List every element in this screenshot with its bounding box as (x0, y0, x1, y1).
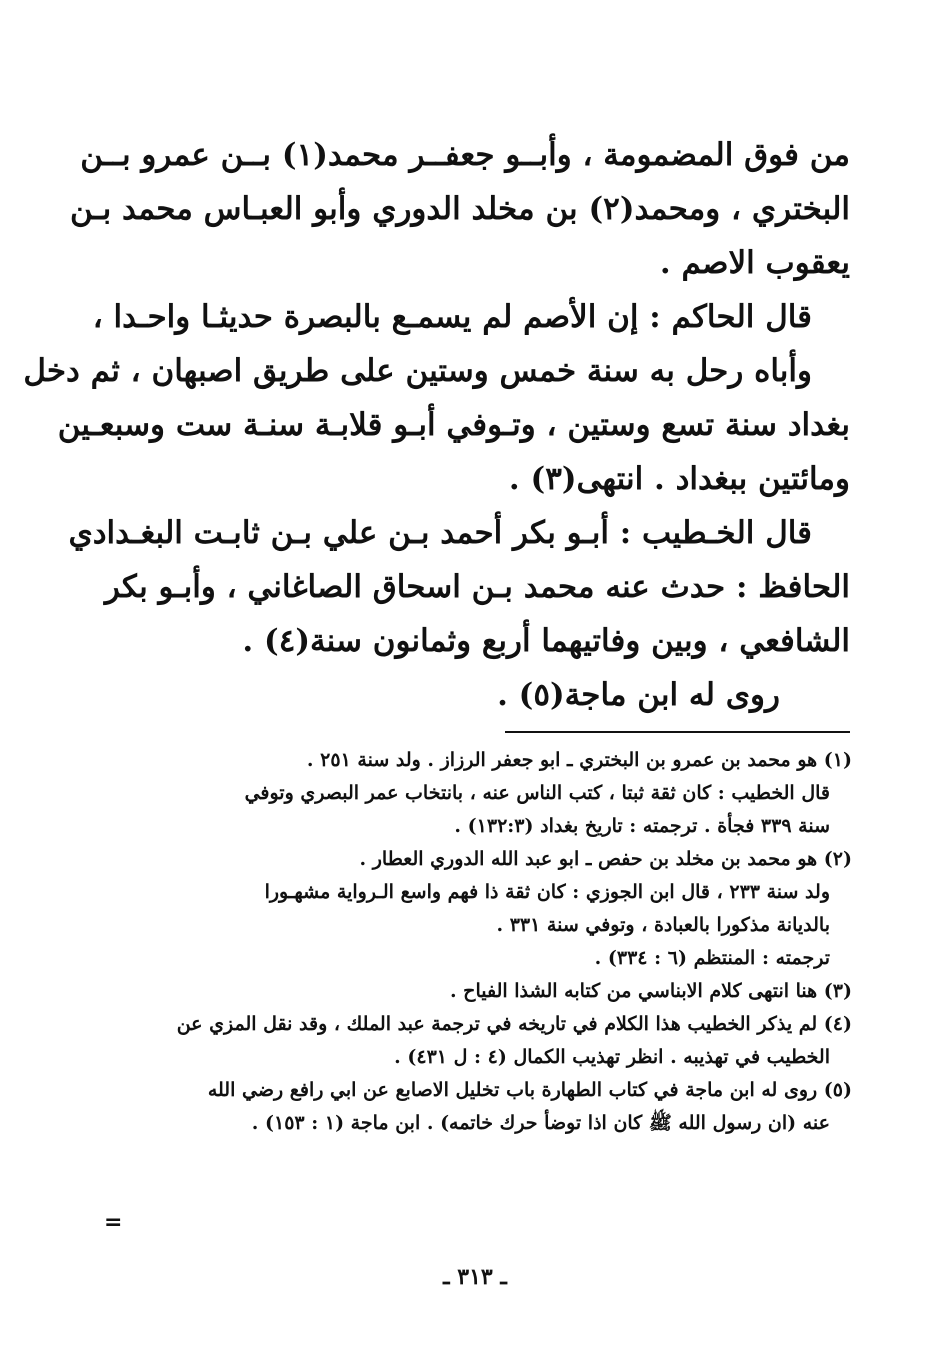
footnote-line: بالديانة مذكورا بالعبادة ، وتوفي سنة ٣٣١ . (496, 914, 830, 936)
footnote-line: الخطيب في تهذيبه . انظر تهذيب الكمال (٤ : ل ٤٣١) . (394, 1046, 830, 1068)
footnote-line: (٢) هو محمد بن مخلد بن حفص ـ ابو عبد الله الدوري العطار . (359, 848, 852, 870)
footnotes (148, 744, 852, 1140)
main-text-line: وأباه رحل به سنة خمس وستين على طريق اصبهان ، ثم دخل (23, 353, 812, 389)
footnote-line: (٤) لم يذكر الخطيب هذا الكلام في تاريخه في ترجمة عبد الملك ، وقد نقل المزي عن (176, 1013, 852, 1035)
main-text-line: البختري ، ومحمد(٢) بن مخلد الدوري وأبو العبـاس محمد بـن (69, 191, 850, 227)
footnote-line: سنة ٣٣٩ فجأة . ترجمته : تاريخ بغداد (١٣٢:٣) . (454, 815, 830, 837)
main-text-line: الشافعي ، وبين وفاتيهما أربع وثمانون سنة(٤) . (242, 623, 850, 659)
footnote-line: قال الخطيب : كان ثقة ثبتا ، كتب الناس عنه ، بانتخاب عمر البصري وتوفي (244, 782, 830, 804)
main-text-line: من فوق المضمومة ، وأبــو جعفــر محمد(١) بــن عمرو بــن (80, 137, 850, 173)
footnote-line: (١) هو محمد بن عمرو بن البختري ـ ابو جعفر الرزاز . ولد سنة ٢٥١ . (306, 749, 852, 771)
page-number: ـ ٣١٣ ـ (443, 1264, 507, 1290)
main-text-line: بغداد سنة تسع وستين ، وتـوفي أبـو قلابـة سنـة ست وسبعـين (57, 407, 850, 443)
main-text-line: قال الخـطيب : أبـو بكر أحمد بـن علي بـن ثابـت البغـدادي (68, 515, 812, 551)
main-body-text (23, 128, 850, 722)
continuation-mark: = (104, 1210, 123, 1235)
footnote-line: عنه (ان رسول الله ﷺ كان اذا توضأ حرك خاتمه) . ابن ماجة (١ : ١٥٣) . (251, 1112, 830, 1134)
main-text-line: ومائتين ببغداد . انتهى(٣) . (508, 461, 850, 497)
main-text-line: الحافظ : حدث عنه محمد بـن اسحاق الصاغاني ، وأبـو بكر (104, 569, 850, 605)
main-text-line: قال الحاكم : إن الأصم لم يسمـع بالبصرة حديثـا واحـدا ، (92, 299, 812, 335)
footnote-line: (٥) روى له ابن ماجة في كتاب الطهارة باب تخليل الاصابع عن ابي رافع رضي الله (207, 1079, 852, 1101)
main-text-line: روى له ابن ماجة(٥) . (497, 677, 780, 713)
footnote-line: (٣) هنا انتهى كلام الابناسي من كتابه الشذا الفياح . (449, 980, 852, 1002)
footnote-line: ولد سنة ٢٣٣ ، قال ابن الجوزي : كان ثقة ذا فهم واسع الـرواية مشهـورا (264, 881, 830, 903)
footnote-line: ترجمته : المنتظم (٦ : ٣٣٤) . (594, 947, 830, 969)
footnote-separator (505, 731, 850, 733)
main-text-line: يعقوب الاصم . (659, 245, 850, 281)
